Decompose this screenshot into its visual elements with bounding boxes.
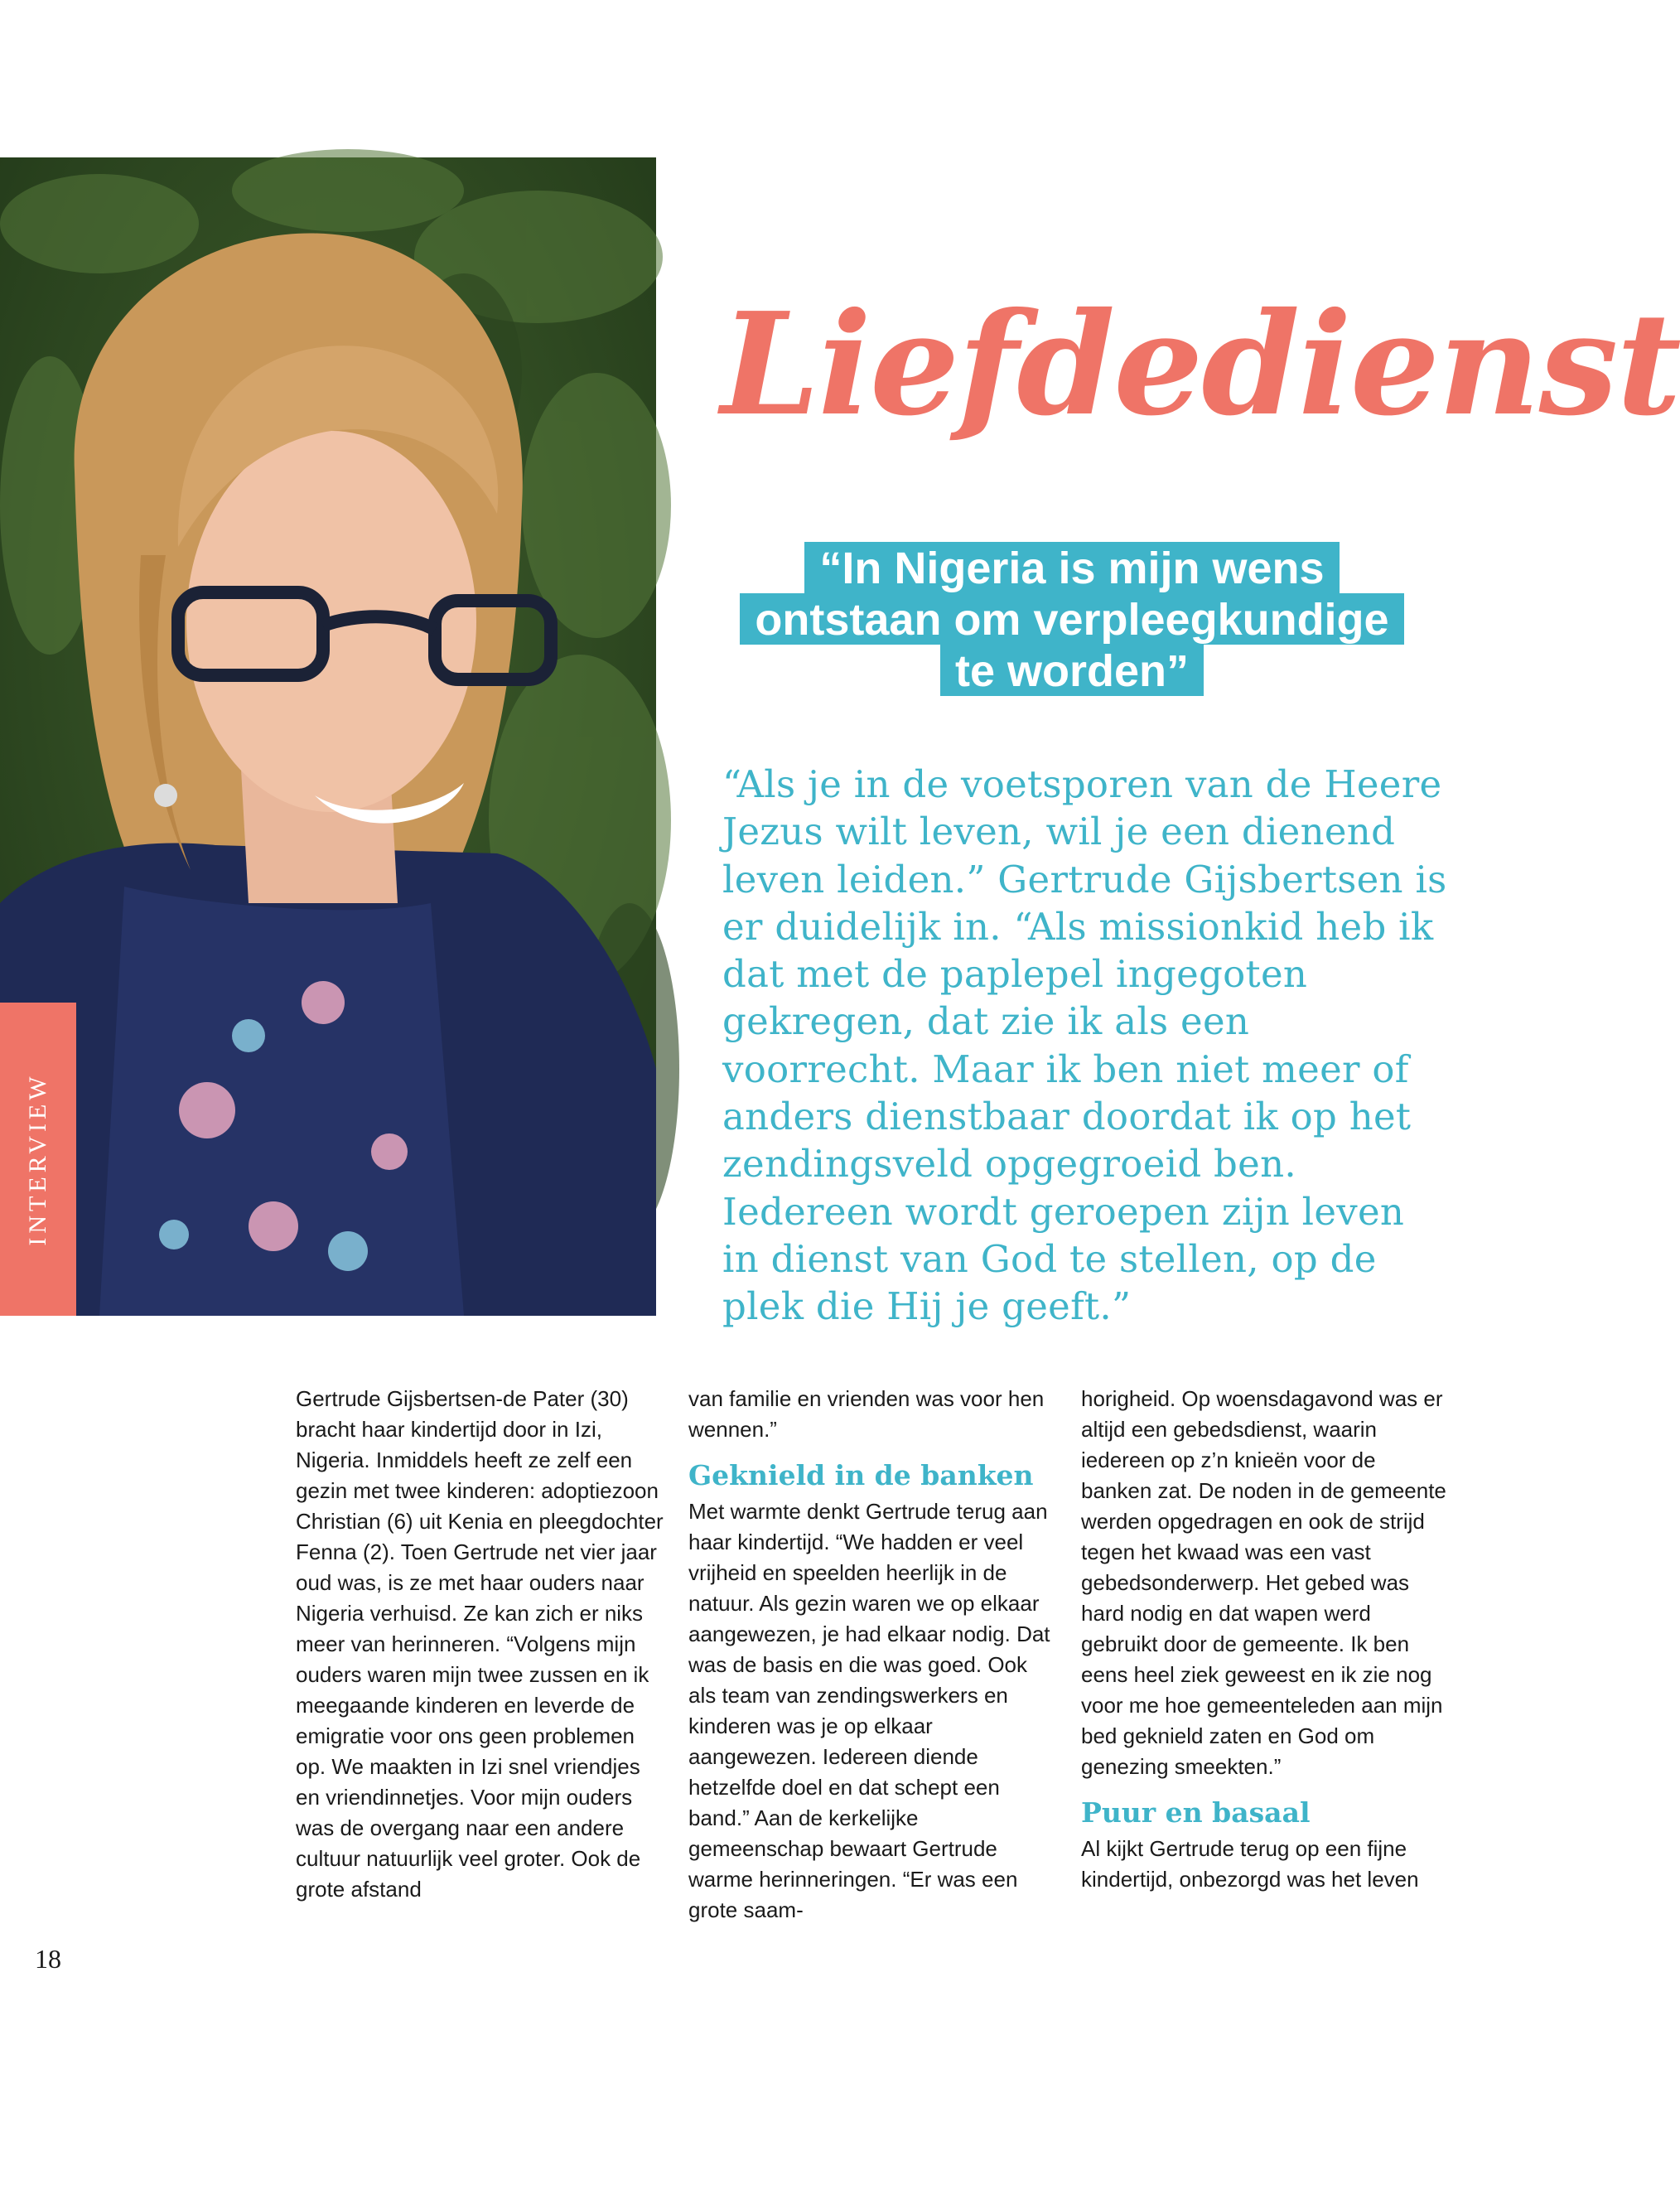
body-paragraph: Gertrude Gijsbertsen-de Pater (30) bracht haar kindertijd door in Izi, Nigeria. Inmiddels heeft ze zelf een gezin met twee kinderen: adoptiezoon Christian (6) uit Kenia en pleegdochter Fenna (2). Toen Gertrude net vier jaar oud was, is ze met haar ouders naar Nigeria verhuisd. Ze kan zich er niks meer van herinneren. “Volgens mijn ouders waren mijn twee zussen en ik meegaande kinderen en leverde de emigratie voor ons geen problemen op. We maakten in Izi snel vriendjes en vriendinnetjes. Voor mijn ouders was de overgang naar een andere cultuur natuurlijk veel groter. Ook de grote afstand — [296, 1386, 664, 1902]
subtitle-line-1: “In Nigeria is mijn wens — [804, 542, 1339, 593]
subtitle-line-2: ontstaan om verpleegkundige — [740, 593, 1403, 645]
subtitle-block — [702, 542, 1441, 696]
section-tab — [0, 1003, 76, 1316]
body-column-3 — [1081, 1384, 1449, 1895]
body-paragraph: horigheid. Op woensdagavond was er altijd een gebedsdienst, waarin iedereen op z’n knieën voor de banken zat. De noden in de gemeente werden opgedragen en ook de strijd tegen het kwaad was een vast gebedsonderwerp. Het gebed was hard nodig en dat wapen werd gebruikt door de gemeente. Ik ben eens heel ziek geweest en ik zie nog voor me hoe gemeenteleden aan mijn bed geknield zaten en God om genezing smeekten.” — [1081, 1386, 1446, 1779]
portrait-illustration — [0, 157, 656, 1316]
intro-paragraph: “Als je in de voetsporen van de Heere Jezus wilt leven, wil je een dienend leven leiden.” Gertrude Gijsbertsen is er duidelijk in. “Als missionkid heb ik dat met de paplepel ingegoten gekregen, dat zie ik als een voorrecht. Maar ik ben niet meer of anders dienstbaar doordat ik op het zendingsveld opgegroeid ben. Iedereen wordt geroepen zijn leven in dienst van God te stellen, op de plek die Hij je geeft.” — [722, 762, 1447, 1329]
body-paragraph: Met warmte denkt Gertrude terug aan haar kindertijd. “We hadden er veel vrijheid en speelden heerlijk in de natuur. Als gezin waren we op elkaar aangewezen, je had elkaar nodig. Dat was de basis en die was goed. Ook als team van zendingswerkers en kinderen was je op elkaar aangewezen. Iedereen diende hetzelfde doel en dat schept een band.” Aan de kerkelijke gemeenschap bewaart Gertrude warme herinneringen. “Er was een grote saam- — [688, 1499, 1050, 1922]
body-column-1 — [296, 1384, 664, 1905]
body-paragraph: Al kijkt Gertrude terug op een fijne kindertijd, onbezorgd was het leven — [1081, 1836, 1419, 1892]
subtitle-line-3: te worden” — [940, 645, 1204, 696]
page-title: Liefdedienst — [721, 282, 1680, 447]
body-column-2 — [688, 1384, 1056, 1926]
section-heading: Puur en basaal — [1081, 1796, 1311, 1829]
page-number: 18 — [35, 1944, 61, 1974]
section-heading: Geknield in de banken — [688, 1459, 1034, 1491]
section-label: INTERVIEW — [24, 1072, 51, 1246]
portrait-photo — [0, 157, 656, 1316]
body-paragraph: van familie en vrienden was voor hen wennen.” — [688, 1386, 1045, 1442]
